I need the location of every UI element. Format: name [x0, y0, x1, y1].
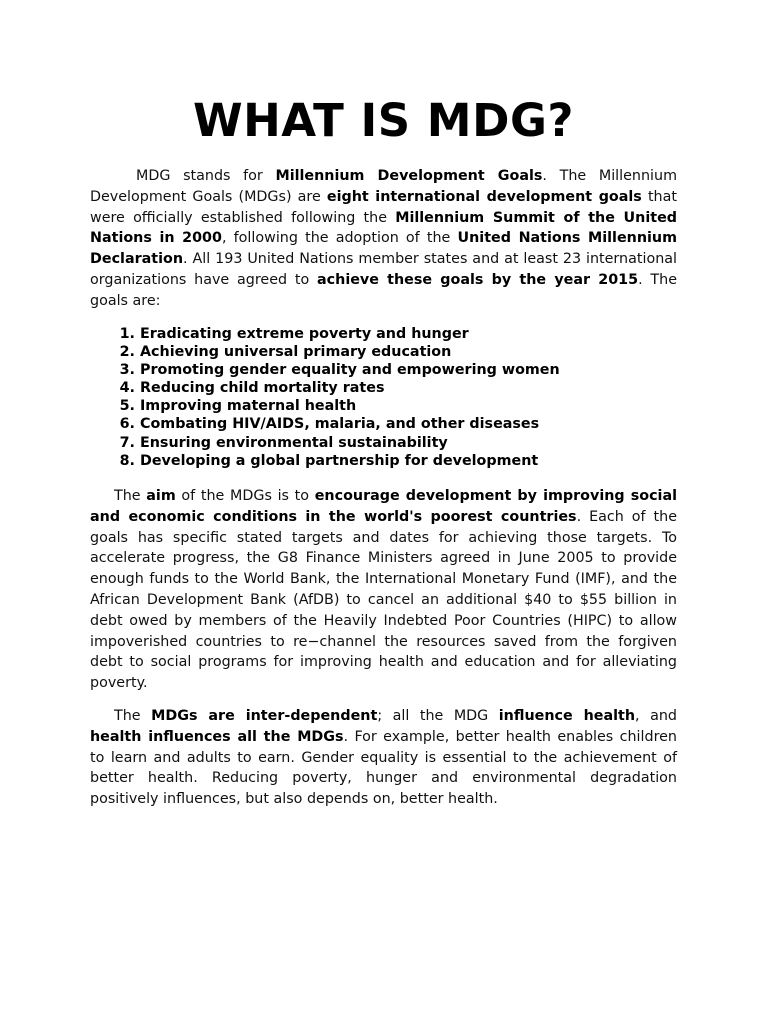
list-item — [90, 434, 677, 452]
list-item — [90, 379, 677, 397]
bold-run: United Nations Millennium Declaration — [90, 230, 677, 268]
list-text: Reducing child mortality rates — [139, 380, 385, 397]
list-number: 1. — [119, 326, 135, 342]
text-run: ; all the MDG — [377, 708, 499, 724]
list-text: Developing a global partnership for development — [139, 452, 539, 469]
list-item — [90, 325, 677, 343]
list-text: Eradicating extreme poverty and hunger — [139, 326, 469, 342]
bold-run: health influences all the MDGs — [90, 728, 344, 745]
list-number: 4. — [119, 380, 135, 397]
list-text: Achieving universal primary education — [139, 344, 452, 361]
list-item — [90, 452, 677, 470]
bold-run: achieve these goals by the year 2015 — [317, 271, 639, 288]
bold-run: Millennium Development Goals — [275, 168, 543, 184]
list-item — [90, 397, 677, 415]
list-number: 8. — [119, 452, 135, 469]
text-run: that were officially established following the — [90, 188, 677, 226]
text-run: , and — [635, 708, 677, 724]
list-item — [90, 343, 677, 361]
health-paragraph — [90, 706, 677, 810]
bold-run: aim — [146, 488, 176, 504]
list-number: 5. — [119, 398, 135, 415]
goals-list — [90, 325, 677, 470]
page-title: WHAT IS MDG? — [193, 94, 574, 147]
list-number: 3. — [119, 362, 135, 379]
bold-run: Millennium Summit of the United Nations in 2000 — [90, 209, 678, 247]
bold-run: MDGs are inter-dependent — [151, 708, 378, 724]
intro-paragraph — [90, 166, 677, 312]
list-text: Combating HIV/AIDS, malaria, and other diseases — [139, 416, 540, 433]
list-text: Ensuring environmental sustainability — [139, 434, 448, 451]
bold-run: encourage development by improving social and economic conditions in the world's poorest countries — [90, 488, 678, 525]
text-run: . For example, better health enables children to learn and adults to earn. Gender equality is essential to the achievement of better health. Reducing poverty, hunger and environmental degradation positively influences, but also depends on, better health. — [90, 728, 677, 808]
text-run: . All 193 United Nations member states and at least 23 international organizations have agreed to — [90, 251, 677, 288]
list-item — [90, 415, 677, 433]
text-run: , following the adoption of the — [221, 230, 458, 247]
list-number: 2. — [119, 344, 135, 361]
text-run: . The Millennium Development Goals (MDGs) are — [90, 168, 678, 205]
bold-run: influence health — [498, 708, 636, 724]
list-text: Promoting gender equality and empowering women — [139, 362, 560, 379]
aim-paragraph — [90, 486, 677, 694]
text-run: of the MDGs is to — [175, 488, 315, 504]
text-run: The — [114, 708, 152, 724]
text-run: . The goals are: — [90, 271, 678, 309]
list-number: 7. — [119, 434, 135, 451]
list-item — [90, 361, 677, 379]
list-number: 6. — [119, 416, 135, 433]
list-text: Improving maternal health — [139, 398, 357, 415]
bold-run: eight international development goals — [326, 188, 642, 205]
text-run: The — [114, 488, 147, 504]
text-run: MDG stands for — [136, 168, 276, 184]
text-run: . Each of the goals has specific stated targets and dates for achieving those targets. To accelerate progress, the G8 Finance Ministers agreed in June 2005 to provide enough funds to the World Bank, the International Monetary Fund (IMF), and the African Development Bank (AfDB) to cancel an additional $40 to $55 billion in debt owed by members of the Heavily Indebted Poor Countries (HIPC) to allow impoverished countries to re−channel the resources saved from the forgiven debt to social programs for improving health and education and for alleviating poverty. — [90, 508, 677, 692]
